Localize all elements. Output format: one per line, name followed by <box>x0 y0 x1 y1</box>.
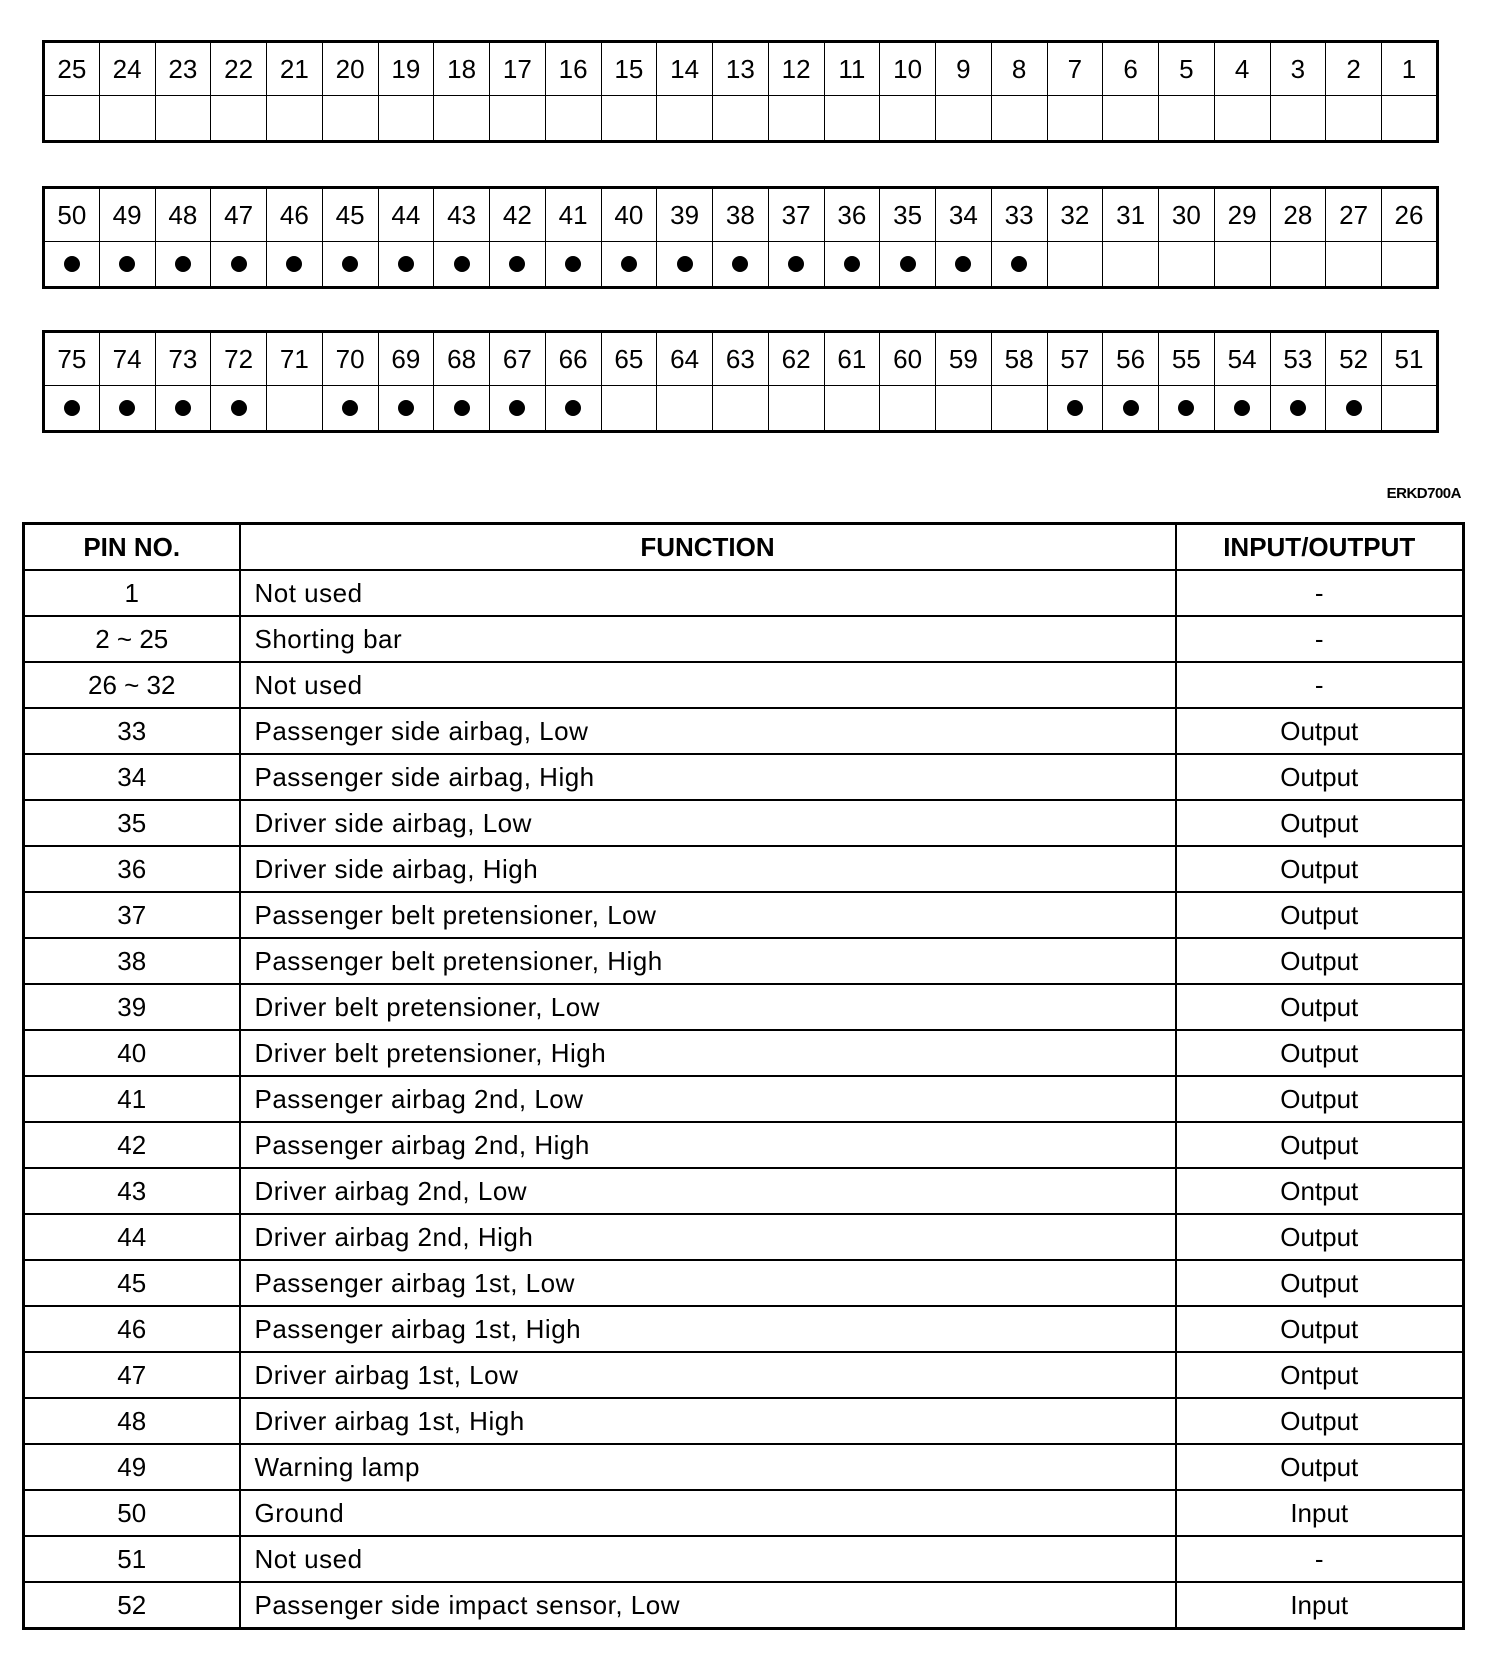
used-pin-dot-icon <box>231 256 247 272</box>
pin-number: 34 <box>24 754 240 800</box>
pin-number-cell: 12 <box>768 42 824 96</box>
table-row <box>24 662 1464 708</box>
used-pin-dot-icon <box>621 256 637 272</box>
pin-marker-cell <box>657 96 713 142</box>
pin-marker-cell <box>1214 386 1270 432</box>
pin-function: Shorting bar <box>240 616 1176 662</box>
pin-marker-cell <box>768 96 824 142</box>
pin-marker-cell <box>1382 386 1438 432</box>
pin-number-cell: 50 <box>44 188 100 242</box>
pin-number: 49 <box>24 1444 240 1490</box>
pin-number-cell: 34 <box>936 188 992 242</box>
pin-marker-cell <box>322 96 378 142</box>
pin-number-cell: 27 <box>1326 188 1382 242</box>
pin-marker-cell <box>44 96 100 142</box>
pin-number-cell: 5 <box>1159 42 1215 96</box>
pin-number-cell: 1 <box>1382 42 1438 96</box>
pin-number-cell: 28 <box>1270 188 1326 242</box>
connector-row-3 <box>42 330 1439 433</box>
pin-number-cell: 13 <box>713 42 769 96</box>
table-row <box>24 1076 1464 1122</box>
used-pin-dot-icon <box>342 256 358 272</box>
connector-pin-numbers <box>44 42 1438 96</box>
pin-io: Ontput <box>1176 1352 1464 1398</box>
pin-number-cell: 33 <box>991 188 1047 242</box>
pin-number-cell: 62 <box>768 332 824 386</box>
used-pin-dot-icon <box>509 256 525 272</box>
pin-io: Output <box>1176 1444 1464 1490</box>
pin-io: - <box>1176 1536 1464 1582</box>
pin-io: Output <box>1176 1398 1464 1444</box>
pin-io: Output <box>1176 1122 1464 1168</box>
pin-io: Input <box>1176 1582 1464 1629</box>
pin-marker-cell <box>991 96 1047 142</box>
pin-number-cell: 18 <box>434 42 490 96</box>
used-pin-dot-icon <box>677 256 693 272</box>
pin-number-cell: 56 <box>1103 332 1159 386</box>
pin-number-cell: 20 <box>322 42 378 96</box>
pin-function: Driver airbag 1st, Low <box>240 1352 1176 1398</box>
pin-number: 48 <box>24 1398 240 1444</box>
pin-number-cell: 61 <box>824 332 880 386</box>
pin-marker-cell <box>1326 386 1382 432</box>
pin-function: Passenger side impact sensor, Low <box>240 1582 1176 1629</box>
pin-number-cell: 71 <box>267 332 323 386</box>
pin-function: Not used <box>240 662 1176 708</box>
pin-marker-cell <box>768 242 824 288</box>
pin-marker-cell <box>1270 96 1326 142</box>
table-row <box>24 938 1464 984</box>
pin-marker-cell <box>1326 242 1382 288</box>
pin-number-cell: 16 <box>545 42 601 96</box>
pin-number-cell: 69 <box>378 332 434 386</box>
pin-io: Output <box>1176 892 1464 938</box>
pin-marker-cell <box>1214 96 1270 142</box>
used-pin-dot-icon <box>119 400 135 416</box>
used-pin-dot-icon <box>398 400 414 416</box>
pin-number-cell: 43 <box>434 188 490 242</box>
pin-number-cell: 49 <box>99 188 155 242</box>
pin-number-cell: 59 <box>936 332 992 386</box>
pin-number-cell: 8 <box>991 42 1047 96</box>
pin-io: - <box>1176 662 1464 708</box>
header-input-output: INPUT/OUTPUT <box>1176 524 1464 571</box>
pin-io: Output <box>1176 708 1464 754</box>
used-pin-dot-icon <box>454 400 470 416</box>
pin-number-cell: 51 <box>1382 332 1438 386</box>
pin-marker-cell <box>267 242 323 288</box>
pin-io: - <box>1176 616 1464 662</box>
pin-function: Driver airbag 2nd, High <box>240 1214 1176 1260</box>
pin-marker-cell <box>211 386 267 432</box>
pin-marker-cell <box>44 386 100 432</box>
used-pin-dot-icon <box>1290 400 1306 416</box>
pin-marker-cell <box>490 96 546 142</box>
pin-number: 37 <box>24 892 240 938</box>
pin-number-cell: 53 <box>1270 332 1326 386</box>
used-pin-dot-icon <box>509 400 525 416</box>
pin-io: Output <box>1176 1306 1464 1352</box>
used-pin-dot-icon <box>1178 400 1194 416</box>
pin-number-cell: 64 <box>657 332 713 386</box>
pin-number: 26 ~ 32 <box>24 662 240 708</box>
pin-marker-cell <box>1159 96 1215 142</box>
used-pin-dot-icon <box>398 256 414 272</box>
pin-number: 1 <box>24 570 240 616</box>
pin-number: 41 <box>24 1076 240 1122</box>
used-pin-dot-icon <box>119 256 135 272</box>
pin-number: 43 <box>24 1168 240 1214</box>
pin-marker-cell <box>545 96 601 142</box>
pin-marker-cell <box>322 386 378 432</box>
pin-marker-cell <box>601 386 657 432</box>
pin-function: Driver airbag 1st, High <box>240 1398 1176 1444</box>
pin-function: Passenger side airbag, Low <box>240 708 1176 754</box>
pin-number-cell: 31 <box>1103 188 1159 242</box>
pin-number: 45 <box>24 1260 240 1306</box>
pin-marker-cell <box>991 242 1047 288</box>
pin-io: Output <box>1176 1214 1464 1260</box>
pin-function: Warning lamp <box>240 1444 1176 1490</box>
pin-marker-cell <box>1103 386 1159 432</box>
pin-function: Passenger side airbag, High <box>240 754 1176 800</box>
pin-number-cell: 74 <box>99 332 155 386</box>
pin-marker-cell <box>880 386 936 432</box>
used-pin-dot-icon <box>342 400 358 416</box>
pin-number-cell: 10 <box>880 42 936 96</box>
table-row <box>24 1214 1464 1260</box>
pin-number-cell: 36 <box>824 188 880 242</box>
pin-marker-cell <box>211 96 267 142</box>
pin-number-cell: 57 <box>1047 332 1103 386</box>
pin-marker-cell <box>936 386 992 432</box>
pin-number: 44 <box>24 1214 240 1260</box>
pin-number-cell: 73 <box>155 332 211 386</box>
pin-number-cell: 55 <box>1159 332 1215 386</box>
table-row <box>24 800 1464 846</box>
connector-pin-markers <box>44 386 1438 432</box>
table-row <box>24 1306 1464 1352</box>
connector-pin-markers <box>44 242 1438 288</box>
pin-number: 42 <box>24 1122 240 1168</box>
pin-number-cell: 37 <box>768 188 824 242</box>
pin-number-cell: 35 <box>880 188 936 242</box>
pin-function: Passenger belt pretensioner, Low <box>240 892 1176 938</box>
pin-function: Passenger belt pretensioner, High <box>240 938 1176 984</box>
pin-marker-cell <box>1103 96 1159 142</box>
pin-number-cell: 54 <box>1214 332 1270 386</box>
pin-marker-cell <box>1270 242 1326 288</box>
pin-io: Output <box>1176 938 1464 984</box>
pin-function: Not used <box>240 570 1176 616</box>
pin-marker-cell <box>1214 242 1270 288</box>
connector-pin-numbers <box>44 188 1438 242</box>
pin-marker-cell <box>99 96 155 142</box>
pin-number-cell: 24 <box>99 42 155 96</box>
pin-function: Ground <box>240 1490 1176 1536</box>
pin-marker-cell <box>378 96 434 142</box>
pin-number-cell: 46 <box>267 188 323 242</box>
pin-number-cell: 4 <box>1214 42 1270 96</box>
pin-marker-cell <box>1159 386 1215 432</box>
pin-marker-cell <box>490 386 546 432</box>
table-row <box>24 1260 1464 1306</box>
pin-number-cell: 7 <box>1047 42 1103 96</box>
pin-marker-cell <box>322 242 378 288</box>
pin-number-cell: 32 <box>1047 188 1103 242</box>
pin-number-cell: 58 <box>991 332 1047 386</box>
pin-number: 51 <box>24 1536 240 1582</box>
pin-number: 52 <box>24 1582 240 1629</box>
pin-marker-cell <box>1159 242 1215 288</box>
pin-io: Output <box>1176 754 1464 800</box>
pin-marker-cell <box>378 386 434 432</box>
pin-marker-cell <box>1103 242 1159 288</box>
pin-number: 36 <box>24 846 240 892</box>
used-pin-dot-icon <box>64 400 80 416</box>
pin-number-cell: 29 <box>1214 188 1270 242</box>
pin-io: Output <box>1176 984 1464 1030</box>
pin-number-cell: 19 <box>378 42 434 96</box>
used-pin-dot-icon <box>1067 400 1083 416</box>
table-row <box>24 1490 1464 1536</box>
pin-io: - <box>1176 570 1464 616</box>
pin-number-cell: 70 <box>322 332 378 386</box>
pin-number-cell: 44 <box>378 188 434 242</box>
used-pin-dot-icon <box>788 256 804 272</box>
pin-number-cell: 23 <box>155 42 211 96</box>
used-pin-dot-icon <box>175 256 191 272</box>
pin-marker-cell <box>768 386 824 432</box>
connector-row-1 <box>42 40 1439 143</box>
pin-number-cell: 63 <box>713 332 769 386</box>
pin-marker-cell <box>1270 386 1326 432</box>
table-row <box>24 570 1464 616</box>
used-pin-dot-icon <box>454 256 470 272</box>
pin-number-cell: 67 <box>490 332 546 386</box>
connector-row-2 <box>42 186 1439 289</box>
table-row <box>24 1582 1464 1629</box>
pin-function: Driver side airbag, Low <box>240 800 1176 846</box>
pin-function: Passenger airbag 2nd, High <box>240 1122 1176 1168</box>
table-row <box>24 1352 1464 1398</box>
pin-number-cell: 40 <box>601 188 657 242</box>
pin-marker-cell <box>824 96 880 142</box>
used-pin-dot-icon <box>955 256 971 272</box>
pin-number-cell: 47 <box>211 188 267 242</box>
pin-marker-cell <box>1326 96 1382 142</box>
pin-marker-cell <box>267 386 323 432</box>
pin-marker-cell <box>1047 242 1103 288</box>
pin-function: Not used <box>240 1536 1176 1582</box>
pin-marker-cell <box>880 96 936 142</box>
pin-marker-cell <box>434 242 490 288</box>
pin-number-cell: 9 <box>936 42 992 96</box>
table-row <box>24 846 1464 892</box>
pin-number-cell: 39 <box>657 188 713 242</box>
pin-number-cell: 21 <box>267 42 323 96</box>
pin-io: Output <box>1176 1260 1464 1306</box>
pin-marker-cell <box>936 96 992 142</box>
pin-number-cell: 2 <box>1326 42 1382 96</box>
pin-io: Ontput <box>1176 1168 1464 1214</box>
pin-marker-cell <box>211 242 267 288</box>
pin-marker-cell <box>936 242 992 288</box>
pin-number-cell: 66 <box>545 332 601 386</box>
pin-number-cell: 41 <box>545 188 601 242</box>
table-row <box>24 616 1464 662</box>
pin-marker-cell <box>490 242 546 288</box>
pin-marker-cell <box>545 386 601 432</box>
pin-function-table <box>22 522 1465 1630</box>
pin-number-cell: 30 <box>1159 188 1215 242</box>
pin-marker-cell <box>44 242 100 288</box>
used-pin-dot-icon <box>1123 400 1139 416</box>
pin-number-cell: 38 <box>713 188 769 242</box>
pin-number: 35 <box>24 800 240 846</box>
pin-number-cell: 22 <box>211 42 267 96</box>
used-pin-dot-icon <box>565 256 581 272</box>
pin-number-cell: 72 <box>211 332 267 386</box>
pin-marker-cell <box>1382 96 1438 142</box>
pin-number-cell: 75 <box>44 332 100 386</box>
pin-number-cell: 48 <box>155 188 211 242</box>
pin-marker-cell <box>713 386 769 432</box>
pin-number-cell: 17 <box>490 42 546 96</box>
table-row <box>24 1168 1464 1214</box>
used-pin-dot-icon <box>565 400 581 416</box>
pin-number-cell: 42 <box>490 188 546 242</box>
pin-marker-cell <box>1382 242 1438 288</box>
pin-io: Output <box>1176 846 1464 892</box>
connector-pin-numbers <box>44 332 1438 386</box>
used-pin-dot-icon <box>1234 400 1250 416</box>
table-row <box>24 984 1464 1030</box>
pin-number: 50 <box>24 1490 240 1536</box>
pin-marker-cell <box>378 242 434 288</box>
pin-marker-cell <box>155 96 211 142</box>
pin-io: Input <box>1176 1490 1464 1536</box>
pin-function: Driver airbag 2nd, Low <box>240 1168 1176 1214</box>
used-pin-dot-icon <box>844 256 860 272</box>
pin-number: 47 <box>24 1352 240 1398</box>
pin-marker-cell <box>601 96 657 142</box>
pin-number-cell: 6 <box>1103 42 1159 96</box>
used-pin-dot-icon <box>900 256 916 272</box>
pin-function: Driver belt pretensioner, Low <box>240 984 1176 1030</box>
pin-marker-cell <box>880 242 936 288</box>
used-pin-dot-icon <box>1346 400 1362 416</box>
pin-number-cell: 60 <box>880 332 936 386</box>
pin-marker-cell <box>824 386 880 432</box>
table-row <box>24 1444 1464 1490</box>
pin-marker-cell <box>601 242 657 288</box>
pin-number-cell: 45 <box>322 188 378 242</box>
pin-marker-cell <box>657 242 713 288</box>
pin-marker-cell <box>99 242 155 288</box>
pin-marker-cell <box>1047 386 1103 432</box>
used-pin-dot-icon <box>732 256 748 272</box>
pin-function: Driver belt pretensioner, High <box>240 1030 1176 1076</box>
pin-number-cell: 25 <box>44 42 100 96</box>
used-pin-dot-icon <box>1011 256 1027 272</box>
pin-function: Passenger airbag 2nd, Low <box>240 1076 1176 1122</box>
pin-marker-cell <box>991 386 1047 432</box>
table-row <box>24 708 1464 754</box>
pin-number: 39 <box>24 984 240 1030</box>
table-row <box>24 754 1464 800</box>
figure-id: ERKD700A <box>1386 485 1461 502</box>
table-header-row <box>24 524 1464 571</box>
pin-number: 2 ~ 25 <box>24 616 240 662</box>
header-function: FUNCTION <box>240 524 1176 571</box>
table-row <box>24 1030 1464 1076</box>
used-pin-dot-icon <box>231 400 247 416</box>
table-row <box>24 1122 1464 1168</box>
pin-marker-cell <box>155 242 211 288</box>
pin-number-cell: 11 <box>824 42 880 96</box>
pin-number-cell: 68 <box>434 332 490 386</box>
pin-marker-cell <box>713 96 769 142</box>
header-pin-no: PIN NO. <box>24 524 240 571</box>
pin-number-cell: 52 <box>1326 332 1382 386</box>
pin-marker-cell <box>1047 96 1103 142</box>
pin-number-cell: 26 <box>1382 188 1438 242</box>
pin-function: Driver side airbag, High <box>240 846 1176 892</box>
used-pin-dot-icon <box>175 400 191 416</box>
table-row <box>24 1536 1464 1582</box>
connector-pin-markers <box>44 96 1438 142</box>
pin-number: 38 <box>24 938 240 984</box>
pin-number-cell: 3 <box>1270 42 1326 96</box>
pin-number-cell: 15 <box>601 42 657 96</box>
pin-marker-cell <box>434 96 490 142</box>
pin-number: 46 <box>24 1306 240 1352</box>
pin-function: Passenger airbag 1st, High <box>240 1306 1176 1352</box>
pin-marker-cell <box>713 242 769 288</box>
pin-number-cell: 65 <box>601 332 657 386</box>
pin-marker-cell <box>434 386 490 432</box>
pin-io: Output <box>1176 1030 1464 1076</box>
pin-number-cell: 14 <box>657 42 713 96</box>
pin-number: 33 <box>24 708 240 754</box>
used-pin-dot-icon <box>64 256 80 272</box>
pin-number: 40 <box>24 1030 240 1076</box>
pin-marker-cell <box>99 386 155 432</box>
pin-marker-cell <box>267 96 323 142</box>
table-row <box>24 892 1464 938</box>
pin-marker-cell <box>155 386 211 432</box>
pin-marker-cell <box>824 242 880 288</box>
pin-marker-cell <box>545 242 601 288</box>
pin-function: Passenger airbag 1st, Low <box>240 1260 1176 1306</box>
used-pin-dot-icon <box>286 256 302 272</box>
pin-io: Output <box>1176 800 1464 846</box>
table-row <box>24 1398 1464 1444</box>
pin-io: Output <box>1176 1076 1464 1122</box>
pin-marker-cell <box>657 386 713 432</box>
